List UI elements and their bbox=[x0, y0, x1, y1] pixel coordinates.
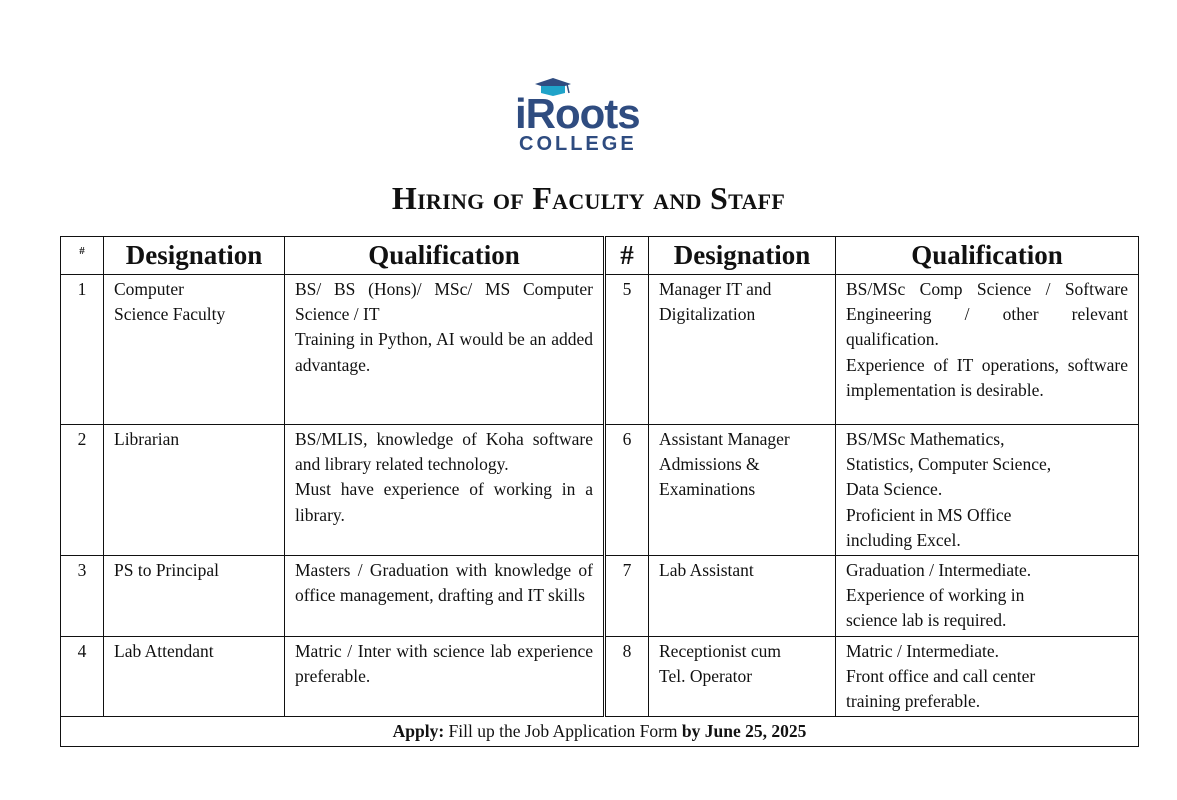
job-qualification-right bbox=[836, 425, 1139, 556]
job-number-left: 1 bbox=[61, 275, 104, 425]
qualification-line: Proficient in MS Office bbox=[846, 504, 1012, 525]
job-qualification-right bbox=[836, 275, 1139, 425]
logo-brand-text: iRoots bbox=[515, 90, 640, 137]
table-row bbox=[61, 636, 1139, 717]
qualification-line: Graduation / Intermediate. bbox=[846, 560, 1032, 581]
apply-label: Apply: bbox=[392, 721, 445, 742]
job-qualification-left bbox=[285, 556, 605, 637]
job-qualification-right bbox=[836, 636, 1139, 717]
college-logo bbox=[505, 76, 670, 158]
designation-line: Assistant Manager bbox=[659, 429, 790, 449]
job-number-right: 6 bbox=[605, 425, 649, 556]
qualification-line: BS/ BS (Hons)/ MSc/ MS Computer Science / IT bbox=[295, 279, 593, 325]
header-qualification-left: Qualification bbox=[285, 237, 605, 275]
designation-line: Computer bbox=[114, 279, 184, 299]
job-designation-right bbox=[649, 556, 836, 637]
table-row bbox=[61, 425, 1139, 556]
qualification-line: BS/MLIS, knowledge of Koha software and library related technology. bbox=[295, 429, 593, 475]
header-num-right: # bbox=[605, 237, 649, 275]
qualification-line: including Excel. bbox=[846, 529, 961, 550]
qualification-line: Experience of working in bbox=[846, 585, 1025, 606]
header-designation-right: Designation bbox=[649, 237, 836, 275]
designation-line: Librarian bbox=[114, 429, 180, 449]
designation-line: Digitalization bbox=[659, 304, 756, 325]
qualification-line: Training in Python, AI would be an added advantage. bbox=[295, 329, 593, 375]
table-row bbox=[61, 275, 1139, 425]
job-designation-left bbox=[104, 425, 285, 556]
job-designation-left bbox=[104, 636, 285, 717]
qualification-line: training preferable. bbox=[846, 691, 981, 712]
qualification-line: Must have experience of working in a library. bbox=[295, 479, 593, 525]
job-designation-right bbox=[649, 425, 836, 556]
qualification-line: Matric / Inter with science lab experience preferable. bbox=[295, 640, 593, 686]
qualification-line: Masters / Graduation with knowledge of office management, drafting and IT skills bbox=[295, 560, 593, 606]
job-qualification-left bbox=[285, 425, 605, 556]
designation-line: Receptionist cum bbox=[659, 640, 781, 661]
designation-line: Examinations bbox=[659, 479, 756, 500]
qualification-line: BS/MSc Comp Science / Software Engineering / other relevant qualification. bbox=[846, 279, 1128, 350]
job-qualification-left bbox=[285, 636, 605, 717]
apply-deadline: by June 25, 2025 bbox=[681, 721, 807, 742]
page-title-text: Hiring of Faculty and Staff bbox=[391, 180, 786, 216]
job-designation-right bbox=[649, 275, 836, 425]
job-number-left: 3 bbox=[61, 556, 104, 637]
designation-line: Lab Attendant bbox=[114, 640, 214, 661]
page-title bbox=[0, 180, 1177, 217]
logo-subtitle-text: COLLEGE bbox=[519, 133, 637, 155]
designation-line: PS to Principal bbox=[114, 560, 220, 581]
job-number-left: 4 bbox=[61, 636, 104, 717]
qualification-line: Experience of IT operations, software implementation is desirable. bbox=[846, 354, 1128, 400]
job-number-left: 2 bbox=[61, 425, 104, 556]
jobs-table bbox=[60, 236, 1139, 747]
table-body bbox=[61, 275, 1139, 717]
table-row bbox=[61, 556, 1139, 637]
designation-line: Tel. Operator bbox=[659, 665, 753, 686]
qualification-line: Data Science. bbox=[846, 479, 943, 500]
qualification-line: Front office and call center bbox=[846, 665, 1036, 686]
header-qualification-right: Qualification bbox=[836, 237, 1139, 275]
job-number-right: 8 bbox=[605, 636, 649, 717]
designation-line: Manager IT and bbox=[659, 279, 772, 299]
job-number-right: 5 bbox=[605, 275, 649, 425]
graduation-cap-logo-icon bbox=[505, 76, 670, 158]
table-header-row bbox=[61, 237, 1139, 275]
qualification-line: science lab is required. bbox=[846, 610, 1007, 631]
job-qualification-right bbox=[836, 556, 1139, 637]
job-designation-left bbox=[104, 275, 285, 425]
qualification-line: BS/MSc Mathematics, bbox=[846, 429, 1005, 449]
designation-line: Lab Assistant bbox=[659, 560, 754, 581]
job-designation-right bbox=[649, 636, 836, 717]
job-qualification-left bbox=[285, 275, 605, 425]
qualification-line: Matric / Intermediate. bbox=[846, 640, 1000, 661]
qualification-line: Statistics, Computer Science, bbox=[846, 454, 1052, 475]
apply-footer bbox=[61, 717, 1139, 747]
designation-line: Science Faculty bbox=[114, 304, 226, 325]
header-designation-left: Designation bbox=[104, 237, 285, 275]
footer-row bbox=[61, 717, 1139, 747]
job-designation-left bbox=[104, 556, 285, 637]
job-number-right: 7 bbox=[605, 556, 649, 637]
header-num-left: # bbox=[61, 237, 104, 275]
designation-line: Admissions & bbox=[659, 454, 760, 475]
apply-text: Fill up the Job Application Form bbox=[444, 721, 682, 742]
